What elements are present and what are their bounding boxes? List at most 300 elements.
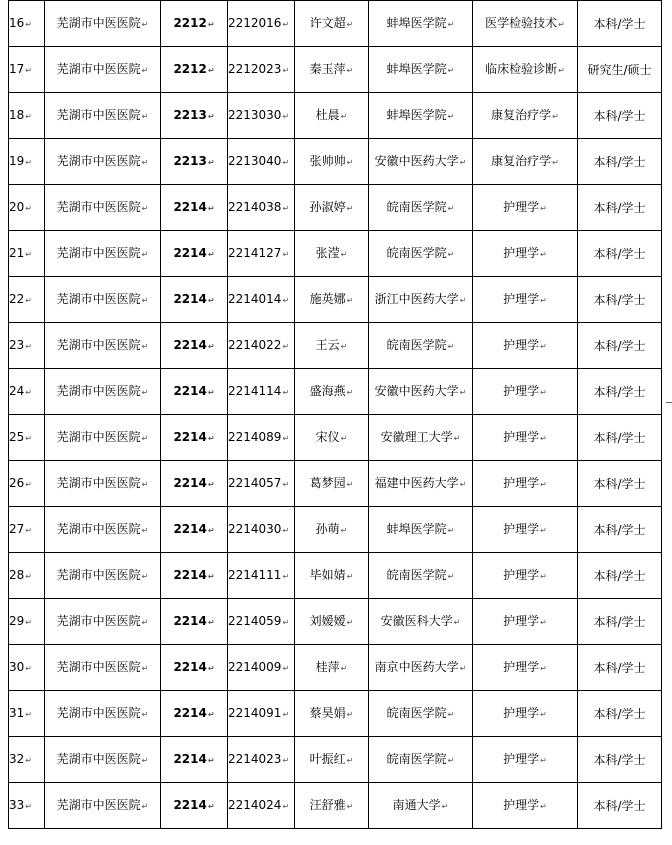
exam-number-text: 2214014 bbox=[228, 291, 282, 306]
degree-text: 本科/学士 bbox=[593, 292, 646, 307]
exam-number-cell bbox=[228, 323, 295, 369]
paragraph-mark-icon: ↵ bbox=[447, 203, 455, 213]
paragraph-mark-icon: ↵ bbox=[207, 249, 215, 259]
exam-number-cell bbox=[228, 599, 295, 645]
candidate-name-cell bbox=[295, 139, 369, 185]
row-index-text: 24 bbox=[9, 383, 25, 398]
paragraph-mark-icon: ↵ bbox=[540, 663, 547, 673]
exam-number-text: 2212016 bbox=[228, 15, 282, 30]
hospital-text: 芜湖市中医医院 bbox=[56, 61, 141, 76]
candidate-name-text: 孙萌 bbox=[315, 521, 340, 536]
roster-table bbox=[8, 0, 662, 829]
exam-number-text: 2214024 bbox=[228, 797, 282, 812]
paragraph-mark-icon: ↵ bbox=[540, 525, 547, 535]
paragraph-mark-icon: ↵ bbox=[282, 525, 290, 535]
paragraph-mark-icon: ↵ bbox=[282, 479, 290, 489]
candidate-name-text: 宋仪 bbox=[315, 429, 340, 444]
paragraph-mark-icon: ↵ bbox=[282, 801, 290, 811]
candidate-name-cell bbox=[295, 231, 369, 277]
degree-text: 本科/学士 bbox=[593, 752, 646, 767]
paragraph-mark-icon: ↵ bbox=[540, 433, 547, 443]
position-code-cell bbox=[161, 783, 228, 829]
major-text: 护理学 bbox=[503, 751, 540, 766]
hospital-text: 芜湖市中医医院 bbox=[56, 797, 141, 812]
paragraph-mark-icon: ↵ bbox=[282, 341, 290, 351]
school-cell bbox=[369, 737, 473, 783]
exam-number-cell bbox=[228, 369, 295, 415]
paragraph-mark-icon: ↵ bbox=[141, 19, 149, 29]
paragraph-mark-icon: ↵ bbox=[340, 525, 348, 535]
candidate-name-cell bbox=[295, 645, 369, 691]
degree-text: 本科/学士 bbox=[593, 798, 646, 813]
major-text: 护理学 bbox=[503, 797, 540, 812]
hospital-text: 芜湖市中医医院 bbox=[56, 337, 141, 352]
exam-number-cell bbox=[228, 553, 295, 599]
table-row bbox=[9, 461, 662, 507]
paragraph-mark-icon: ↵ bbox=[282, 203, 290, 213]
school-text: 安徽理工大学 bbox=[380, 429, 453, 444]
paragraph-mark-icon: ↵ bbox=[447, 249, 455, 259]
paragraph-mark-icon: ↵ bbox=[346, 755, 354, 765]
paragraph-mark-icon: ↵ bbox=[207, 65, 215, 75]
page-edge-mark bbox=[666, 402, 672, 413]
paragraph-mark-icon: ↵ bbox=[441, 801, 449, 811]
paragraph-mark-icon: ↵ bbox=[25, 387, 32, 397]
major-cell bbox=[473, 507, 578, 553]
position-code-text: 2214 bbox=[173, 521, 207, 536]
exam-number-cell bbox=[228, 1, 295, 47]
exam-number-text: 2213030 bbox=[228, 107, 282, 122]
candidate-name-cell bbox=[295, 277, 369, 323]
hospital-cell bbox=[45, 691, 161, 737]
school-text: 安徽医科大学 bbox=[380, 613, 453, 628]
major-text: 护理学 bbox=[503, 613, 540, 628]
row-index-cell bbox=[9, 93, 45, 139]
hospital-cell bbox=[45, 93, 161, 139]
paragraph-mark-icon: ↵ bbox=[282, 295, 290, 305]
paragraph-mark-icon: ↵ bbox=[25, 65, 32, 75]
candidate-name-cell bbox=[295, 93, 369, 139]
position-code-cell bbox=[161, 323, 228, 369]
paragraph-mark-icon: ↵ bbox=[340, 249, 348, 259]
exam-number-cell bbox=[228, 185, 295, 231]
degree-cell bbox=[578, 1, 662, 47]
school-cell bbox=[369, 415, 473, 461]
paragraph-mark-icon: ↵ bbox=[459, 387, 467, 397]
school-text: 蚌埠医学院 bbox=[386, 15, 447, 30]
candidate-name-text: 桂萍 bbox=[315, 659, 340, 674]
hospital-text: 芜湖市中医医院 bbox=[56, 15, 141, 30]
paragraph-mark-icon: ↵ bbox=[141, 801, 149, 811]
row-index-text: 26 bbox=[9, 475, 25, 490]
row-index-text: 28 bbox=[9, 567, 25, 582]
degree-cell bbox=[578, 185, 662, 231]
candidate-name-cell bbox=[295, 461, 369, 507]
exam-number-cell bbox=[228, 231, 295, 277]
paragraph-mark-icon: ↵ bbox=[340, 111, 348, 121]
hospital-cell bbox=[45, 553, 161, 599]
major-text: 康复治疗学 bbox=[491, 153, 552, 168]
degree-cell bbox=[578, 47, 662, 93]
paragraph-mark-icon: ↵ bbox=[25, 617, 32, 627]
table-row bbox=[9, 691, 662, 737]
school-cell bbox=[369, 645, 473, 691]
row-index-cell bbox=[9, 461, 45, 507]
paragraph-mark-icon: ↵ bbox=[340, 341, 348, 351]
school-cell bbox=[369, 553, 473, 599]
paragraph-mark-icon: ↵ bbox=[141, 433, 149, 443]
paragraph-mark-icon: ↵ bbox=[207, 663, 215, 673]
degree-cell bbox=[578, 139, 662, 185]
school-text: 福建中医药大学 bbox=[374, 475, 459, 490]
position-code-cell bbox=[161, 507, 228, 553]
exam-number-text: 2214022 bbox=[228, 337, 282, 352]
paragraph-mark-icon: ↵ bbox=[558, 65, 565, 75]
position-code-cell bbox=[161, 139, 228, 185]
row-index-text: 30 bbox=[9, 659, 25, 674]
school-text: 蚌埠医学院 bbox=[386, 61, 447, 76]
exam-number-cell bbox=[228, 277, 295, 323]
row-index-text: 17 bbox=[9, 61, 25, 76]
exam-number-text: 2213040 bbox=[228, 153, 282, 168]
exam-number-text: 2214057 bbox=[228, 475, 282, 490]
paragraph-mark-icon: ↵ bbox=[346, 709, 354, 719]
row-index-cell bbox=[9, 369, 45, 415]
paragraph-mark-icon: ↵ bbox=[346, 617, 354, 627]
degree-text: 本科/学士 bbox=[593, 660, 646, 675]
candidate-name-cell bbox=[295, 553, 369, 599]
paragraph-mark-icon: ↵ bbox=[459, 157, 467, 167]
candidate-name-cell bbox=[295, 185, 369, 231]
paragraph-mark-icon: ↵ bbox=[346, 801, 354, 811]
school-text: 南通大学 bbox=[392, 797, 441, 812]
candidate-name-cell bbox=[295, 369, 369, 415]
exam-number-text: 2214030 bbox=[228, 521, 282, 536]
hospital-text: 芜湖市中医医院 bbox=[56, 199, 141, 214]
row-index-cell bbox=[9, 783, 45, 829]
row-index-text: 19 bbox=[9, 153, 25, 168]
position-code-cell bbox=[161, 691, 228, 737]
school-cell bbox=[369, 599, 473, 645]
row-index-cell bbox=[9, 507, 45, 553]
paragraph-mark-icon: ↵ bbox=[141, 571, 149, 581]
paragraph-mark-icon: ↵ bbox=[558, 19, 565, 29]
paragraph-mark-icon: ↵ bbox=[207, 387, 215, 397]
school-text: 皖南医学院 bbox=[386, 567, 447, 582]
exam-number-text: 2214114 bbox=[228, 383, 282, 398]
row-index-cell bbox=[9, 323, 45, 369]
position-code-cell bbox=[161, 47, 228, 93]
degree-cell bbox=[578, 599, 662, 645]
school-text: 皖南医学院 bbox=[386, 337, 447, 352]
school-cell bbox=[369, 1, 473, 47]
paragraph-mark-icon: ↵ bbox=[141, 111, 149, 121]
school-cell bbox=[369, 783, 473, 829]
paragraph-mark-icon: ↵ bbox=[540, 341, 547, 351]
candidate-name-text: 毕如婧 bbox=[309, 567, 346, 582]
candidate-name-text: 许文超 bbox=[309, 15, 346, 30]
exam-number-cell bbox=[228, 47, 295, 93]
paragraph-mark-icon: ↵ bbox=[25, 433, 32, 443]
position-code-text: 2214 bbox=[173, 659, 207, 674]
candidate-name-text: 叶振红 bbox=[309, 751, 346, 766]
paragraph-mark-icon: ↵ bbox=[346, 65, 354, 75]
position-code-text: 2212 bbox=[173, 61, 207, 76]
row-index-text: 21 bbox=[9, 245, 25, 260]
row-index-cell bbox=[9, 185, 45, 231]
exam-number-text: 2214038 bbox=[228, 199, 282, 214]
row-index-cell bbox=[9, 231, 45, 277]
school-cell bbox=[369, 185, 473, 231]
degree-text: 本科/学士 bbox=[593, 384, 646, 399]
school-cell bbox=[369, 691, 473, 737]
exam-number-cell bbox=[228, 691, 295, 737]
degree-text: 本科/学士 bbox=[593, 568, 646, 583]
major-text: 护理学 bbox=[503, 659, 540, 674]
hospital-text: 芜湖市中医医院 bbox=[56, 475, 141, 490]
degree-cell bbox=[578, 691, 662, 737]
paragraph-mark-icon: ↵ bbox=[282, 157, 290, 167]
paragraph-mark-icon: ↵ bbox=[25, 295, 32, 305]
row-index-cell bbox=[9, 691, 45, 737]
paragraph-mark-icon: ↵ bbox=[552, 157, 559, 167]
row-index-cell bbox=[9, 47, 45, 93]
major-cell bbox=[473, 415, 578, 461]
school-cell bbox=[369, 507, 473, 553]
table-row bbox=[9, 369, 662, 415]
school-text: 蚌埠医学院 bbox=[386, 521, 447, 536]
exam-number-text: 2214127 bbox=[228, 245, 282, 260]
row-index-text: 20 bbox=[9, 199, 25, 214]
hospital-text: 芜湖市中医医院 bbox=[56, 429, 141, 444]
paragraph-mark-icon: ↵ bbox=[25, 203, 32, 213]
paragraph-mark-icon: ↵ bbox=[540, 801, 547, 811]
paragraph-mark-icon: ↵ bbox=[447, 755, 455, 765]
paragraph-mark-icon: ↵ bbox=[346, 479, 354, 489]
exam-number-cell bbox=[228, 737, 295, 783]
candidate-name-text: 盛海燕 bbox=[309, 383, 346, 398]
position-code-text: 2214 bbox=[173, 429, 207, 444]
candidate-name-text: 刘嫒嫒 bbox=[309, 613, 346, 628]
paragraph-mark-icon: ↵ bbox=[540, 709, 547, 719]
row-index-cell bbox=[9, 1, 45, 47]
paragraph-mark-icon: ↵ bbox=[207, 755, 215, 765]
degree-text: 本科/学士 bbox=[593, 338, 646, 353]
row-index-text: 25 bbox=[9, 429, 25, 444]
position-code-text: 2214 bbox=[173, 797, 207, 812]
degree-cell bbox=[578, 645, 662, 691]
major-text: 临床检验诊断 bbox=[485, 61, 558, 76]
row-index-text: 22 bbox=[9, 291, 25, 306]
hospital-cell bbox=[45, 507, 161, 553]
paragraph-mark-icon: ↵ bbox=[207, 157, 215, 167]
row-index-text: 18 bbox=[9, 107, 25, 122]
hospital-cell bbox=[45, 737, 161, 783]
hospital-text: 芜湖市中医医院 bbox=[56, 659, 141, 674]
exam-number-text: 2214009 bbox=[228, 659, 282, 674]
school-text: 安徽中医药大学 bbox=[374, 383, 459, 398]
position-code-text: 2214 bbox=[173, 383, 207, 398]
row-index-text: 27 bbox=[9, 521, 25, 536]
major-text: 护理学 bbox=[503, 337, 540, 352]
paragraph-mark-icon: ↵ bbox=[447, 19, 455, 29]
major-text: 护理学 bbox=[503, 383, 540, 398]
hospital-cell bbox=[45, 369, 161, 415]
position-code-cell bbox=[161, 93, 228, 139]
paragraph-mark-icon: ↵ bbox=[207, 203, 215, 213]
table-row bbox=[9, 277, 662, 323]
paragraph-mark-icon: ↵ bbox=[447, 571, 455, 581]
exam-number-cell bbox=[228, 783, 295, 829]
row-index-text: 16 bbox=[9, 15, 25, 30]
school-cell bbox=[369, 47, 473, 93]
degree-text: 本科/学士 bbox=[593, 154, 646, 169]
major-text: 护理学 bbox=[503, 521, 540, 536]
paragraph-mark-icon: ↵ bbox=[207, 525, 215, 535]
exam-number-text: 2214089 bbox=[228, 429, 282, 444]
row-index-cell bbox=[9, 737, 45, 783]
major-text: 护理学 bbox=[503, 475, 540, 490]
paragraph-mark-icon: ↵ bbox=[282, 617, 290, 627]
paragraph-mark-icon: ↵ bbox=[141, 525, 149, 535]
paragraph-mark-icon: ↵ bbox=[25, 341, 32, 351]
paragraph-mark-icon: ↵ bbox=[25, 525, 32, 535]
major-cell bbox=[473, 139, 578, 185]
degree-cell bbox=[578, 461, 662, 507]
hospital-text: 芜湖市中医医院 bbox=[56, 751, 141, 766]
candidate-name-cell bbox=[295, 737, 369, 783]
major-text: 护理学 bbox=[503, 429, 540, 444]
paragraph-mark-icon: ↵ bbox=[346, 571, 354, 581]
position-code-text: 2212 bbox=[173, 15, 207, 30]
candidate-name-cell bbox=[295, 507, 369, 553]
major-cell bbox=[473, 1, 578, 47]
major-cell bbox=[473, 691, 578, 737]
paragraph-mark-icon: ↵ bbox=[282, 755, 290, 765]
paragraph-mark-icon: ↵ bbox=[447, 525, 455, 535]
exam-number-text: 2214111 bbox=[228, 567, 282, 582]
major-cell bbox=[473, 369, 578, 415]
hospital-cell bbox=[45, 231, 161, 277]
row-index-cell bbox=[9, 277, 45, 323]
candidate-name-cell bbox=[295, 783, 369, 829]
table-row bbox=[9, 737, 662, 783]
paragraph-mark-icon: ↵ bbox=[340, 663, 348, 673]
paragraph-mark-icon: ↵ bbox=[25, 479, 32, 489]
position-code-text: 2214 bbox=[173, 245, 207, 260]
degree-text: 本科/学士 bbox=[593, 108, 646, 123]
table-row bbox=[9, 323, 662, 369]
paragraph-mark-icon: ↵ bbox=[207, 571, 215, 581]
hospital-text: 芜湖市中医医院 bbox=[56, 291, 141, 306]
exam-number-cell bbox=[228, 415, 295, 461]
major-cell bbox=[473, 277, 578, 323]
row-index-text: 23 bbox=[9, 337, 25, 352]
position-code-text: 2214 bbox=[173, 475, 207, 490]
school-text: 皖南医学院 bbox=[386, 705, 447, 720]
paragraph-mark-icon: ↵ bbox=[346, 157, 354, 167]
position-code-text: 2214 bbox=[173, 567, 207, 582]
table-row bbox=[9, 415, 662, 461]
row-index-cell bbox=[9, 415, 45, 461]
degree-cell bbox=[578, 507, 662, 553]
degree-text: 本科/学士 bbox=[593, 476, 646, 491]
hospital-cell bbox=[45, 599, 161, 645]
hospital-text: 芜湖市中医医院 bbox=[56, 705, 141, 720]
hospital-text: 芜湖市中医医院 bbox=[56, 567, 141, 582]
paragraph-mark-icon: ↵ bbox=[540, 479, 547, 489]
paragraph-mark-icon: ↵ bbox=[282, 663, 290, 673]
paragraph-mark-icon: ↵ bbox=[25, 663, 32, 673]
row-index-text: 32 bbox=[9, 751, 25, 766]
hospital-text: 芜湖市中医医院 bbox=[56, 521, 141, 536]
position-code-cell bbox=[161, 231, 228, 277]
position-code-cell bbox=[161, 369, 228, 415]
paragraph-mark-icon: ↵ bbox=[207, 479, 215, 489]
paragraph-mark-icon: ↵ bbox=[207, 709, 215, 719]
paragraph-mark-icon: ↵ bbox=[25, 801, 32, 811]
paragraph-mark-icon: ↵ bbox=[141, 387, 149, 397]
candidate-name-text: 杜晨 bbox=[315, 107, 340, 122]
school-text: 南京中医药大学 bbox=[374, 659, 459, 674]
position-code-text: 2214 bbox=[173, 337, 207, 352]
major-text: 护理学 bbox=[503, 199, 540, 214]
paragraph-mark-icon: ↵ bbox=[447, 111, 455, 121]
paragraph-mark-icon: ↵ bbox=[141, 755, 149, 765]
position-code-cell bbox=[161, 415, 228, 461]
table-row bbox=[9, 599, 662, 645]
exam-number-cell bbox=[228, 461, 295, 507]
table-row bbox=[9, 645, 662, 691]
major-cell bbox=[473, 599, 578, 645]
row-index-text: 33 bbox=[9, 797, 25, 812]
paragraph-mark-icon: ↵ bbox=[207, 111, 215, 121]
degree-cell bbox=[578, 415, 662, 461]
paragraph-mark-icon: ↵ bbox=[25, 755, 32, 765]
major-text: 护理学 bbox=[503, 705, 540, 720]
hospital-text: 芜湖市中医医院 bbox=[56, 153, 141, 168]
position-code-cell bbox=[161, 599, 228, 645]
degree-cell bbox=[578, 277, 662, 323]
degree-text: 本科/学士 bbox=[593, 522, 646, 537]
school-cell bbox=[369, 461, 473, 507]
paragraph-mark-icon: ↵ bbox=[141, 65, 149, 75]
major-text: 护理学 bbox=[503, 245, 540, 260]
position-code-cell bbox=[161, 277, 228, 323]
exam-number-text: 2214091 bbox=[228, 705, 282, 720]
hospital-cell bbox=[45, 415, 161, 461]
row-index-text: 29 bbox=[9, 613, 25, 628]
paragraph-mark-icon: ↵ bbox=[141, 663, 149, 673]
table-row bbox=[9, 139, 662, 185]
candidate-name-cell bbox=[295, 1, 369, 47]
row-index-cell bbox=[9, 553, 45, 599]
school-cell bbox=[369, 93, 473, 139]
school-cell bbox=[369, 369, 473, 415]
major-cell bbox=[473, 323, 578, 369]
position-code-text: 2214 bbox=[173, 199, 207, 214]
paragraph-mark-icon: ↵ bbox=[282, 249, 290, 259]
school-cell bbox=[369, 277, 473, 323]
paragraph-mark-icon: ↵ bbox=[207, 617, 215, 627]
paragraph-mark-icon: ↵ bbox=[141, 479, 149, 489]
table-row bbox=[9, 553, 662, 599]
table-row bbox=[9, 1, 662, 47]
paragraph-mark-icon: ↵ bbox=[346, 19, 354, 29]
school-text: 皖南医学院 bbox=[386, 245, 447, 260]
hospital-text: 芜湖市中医医院 bbox=[56, 107, 141, 122]
paragraph-mark-icon: ↵ bbox=[25, 157, 32, 167]
